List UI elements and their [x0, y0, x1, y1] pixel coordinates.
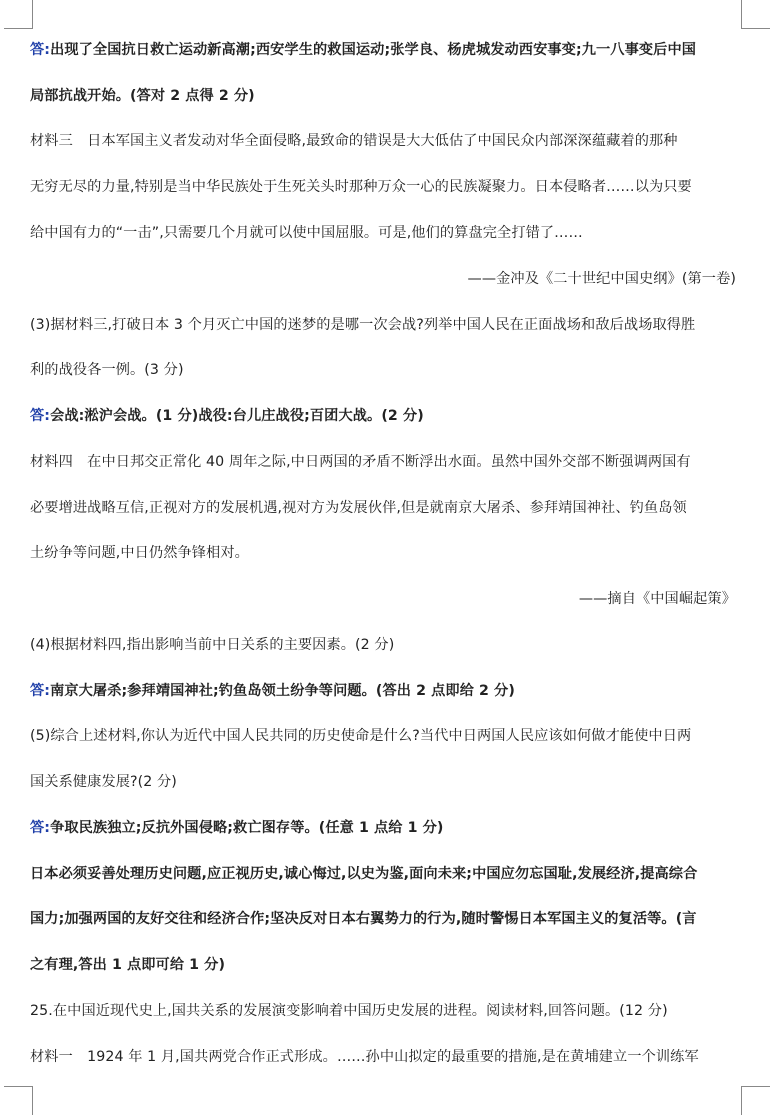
corner-mark-top-right [741, 0, 770, 29]
line-text: 会战:淞沪会战。(1 分)战役:台儿庄战役;百团大战。(2 分) [50, 408, 424, 424]
text-line [30, 955, 745, 975]
text-line [30, 131, 745, 151]
text-line [30, 360, 745, 380]
line-text: ——摘自《中国崛起策》 [578, 591, 736, 607]
line-text: 材料四 在中日邦交正常化 40 周年之际,中日两国的矛盾不断浮出水面。虽然中国外交部不断强调两国有 [30, 454, 691, 470]
answer-prefix: 答: [30, 820, 51, 836]
answer-line [30, 681, 745, 701]
corner-mark-bottom-left [4, 1086, 33, 1115]
line-text: 争取民族独立;反抗外国侵略;救亡图存等。(任意 1 点给 1 分) [50, 820, 444, 836]
answer-prefix: 答: [30, 683, 51, 699]
text-line [30, 726, 745, 746]
line-text: 材料三 日本军国主义者发动对华全面侵略,最致命的错误是大大低估了中国民众内部深深蕴藏着的那种 [30, 133, 678, 149]
answer-prefix: 答: [30, 42, 51, 58]
line-text: 国力;加强两国的友好交往和经济合作;坚决反对日本右翼势力的行为,随时警惕日本军国主义的复活等。(言 [30, 911, 697, 927]
text-line [30, 864, 745, 884]
text-line [30, 635, 745, 655]
corner-mark-top-left [4, 0, 33, 29]
line-text: 土纷争等问题,中日仍然争锋相对。 [30, 545, 249, 561]
line-text: 利的战役各一例。(3 分) [30, 362, 184, 378]
line-text: 之有理,答出 1 点即可给 1 分) [30, 957, 226, 973]
line-text: 局部抗战开始。(答对 2 点得 2 分) [30, 88, 255, 104]
text-line [30, 223, 745, 243]
line-text: 无穷无尽的力量,特别是当中华民族处于生死关头时那种万众一心的民族凝聚力。日本侵略者……以为只要 [30, 179, 692, 195]
line-text: (4)根据材料四,指出影响当前中日关系的主要因素。(2 分) [30, 637, 395, 653]
text-line [30, 315, 745, 335]
line-text: 25.在中国近现代史上,国共关系的发展演变影响着中国历史发展的进程。阅读材料,回答问题。(12 分) [30, 1003, 668, 1019]
line-text: (5)综合上述材料,你认为近代中国人民共同的历史使命是什么?当代中日两国人民应该如何做才能使中日两 [30, 728, 692, 744]
text-line [30, 498, 745, 518]
answer-line [30, 406, 745, 426]
line-text: 必要增进战略互信,正视对方的发展机遇,视对方为发展伙伴,但是就南京大屠杀、参拜靖国神社、钓鱼岛领 [30, 500, 687, 516]
text-line [30, 1047, 745, 1067]
text-line [30, 1001, 745, 1021]
citation-line [579, 589, 736, 609]
citation-line [468, 269, 736, 289]
line-text: 日本必须妥善处理历史问题,应正视历史,诚心悔过,以史为鉴,面向未来;中国应勿忘国耻,发展经济,提高综合 [30, 866, 698, 882]
answer-line [30, 40, 745, 60]
line-text: 南京大屠杀;参拜靖国神社;钓鱼岛领土纷争等问题。(答出 2 点即给 2 分) [50, 683, 515, 699]
text-line [30, 452, 745, 472]
text-line [30, 772, 745, 792]
line-text: 国关系健康发展?(2 分) [30, 774, 177, 790]
line-text: 出现了全国抗日救亡运动新高潮;西安学生的救国运动;张学良、杨虎城发动西安事变;九一八事变后中国 [50, 42, 697, 58]
text-line [30, 909, 745, 929]
line-text: (3)据材料三,打破日本 3 个月灭亡中国的迷梦的是哪一次会战?列举中国人民在正面战场和敌后战场取得胜 [30, 317, 696, 333]
line-text: 材料一 1924 年 1 月,国共两党合作正式形成。……孙中山拟定的最重要的措施,是在黄埔建立一个训练军 [30, 1049, 699, 1065]
answer-prefix: 答: [30, 408, 51, 424]
line-text: 给中国有力的“一击”,只需要几个月就可以使中国屈服。可是,他们的算盘完全打错了…… [30, 225, 583, 241]
text-line [30, 86, 745, 106]
text-line [30, 543, 745, 563]
text-line [30, 177, 745, 197]
answer-line [30, 818, 745, 838]
line-text: ——金冲及《二十世纪中国史纲》(第一卷) [467, 271, 736, 287]
corner-mark-bottom-right [741, 1086, 770, 1115]
